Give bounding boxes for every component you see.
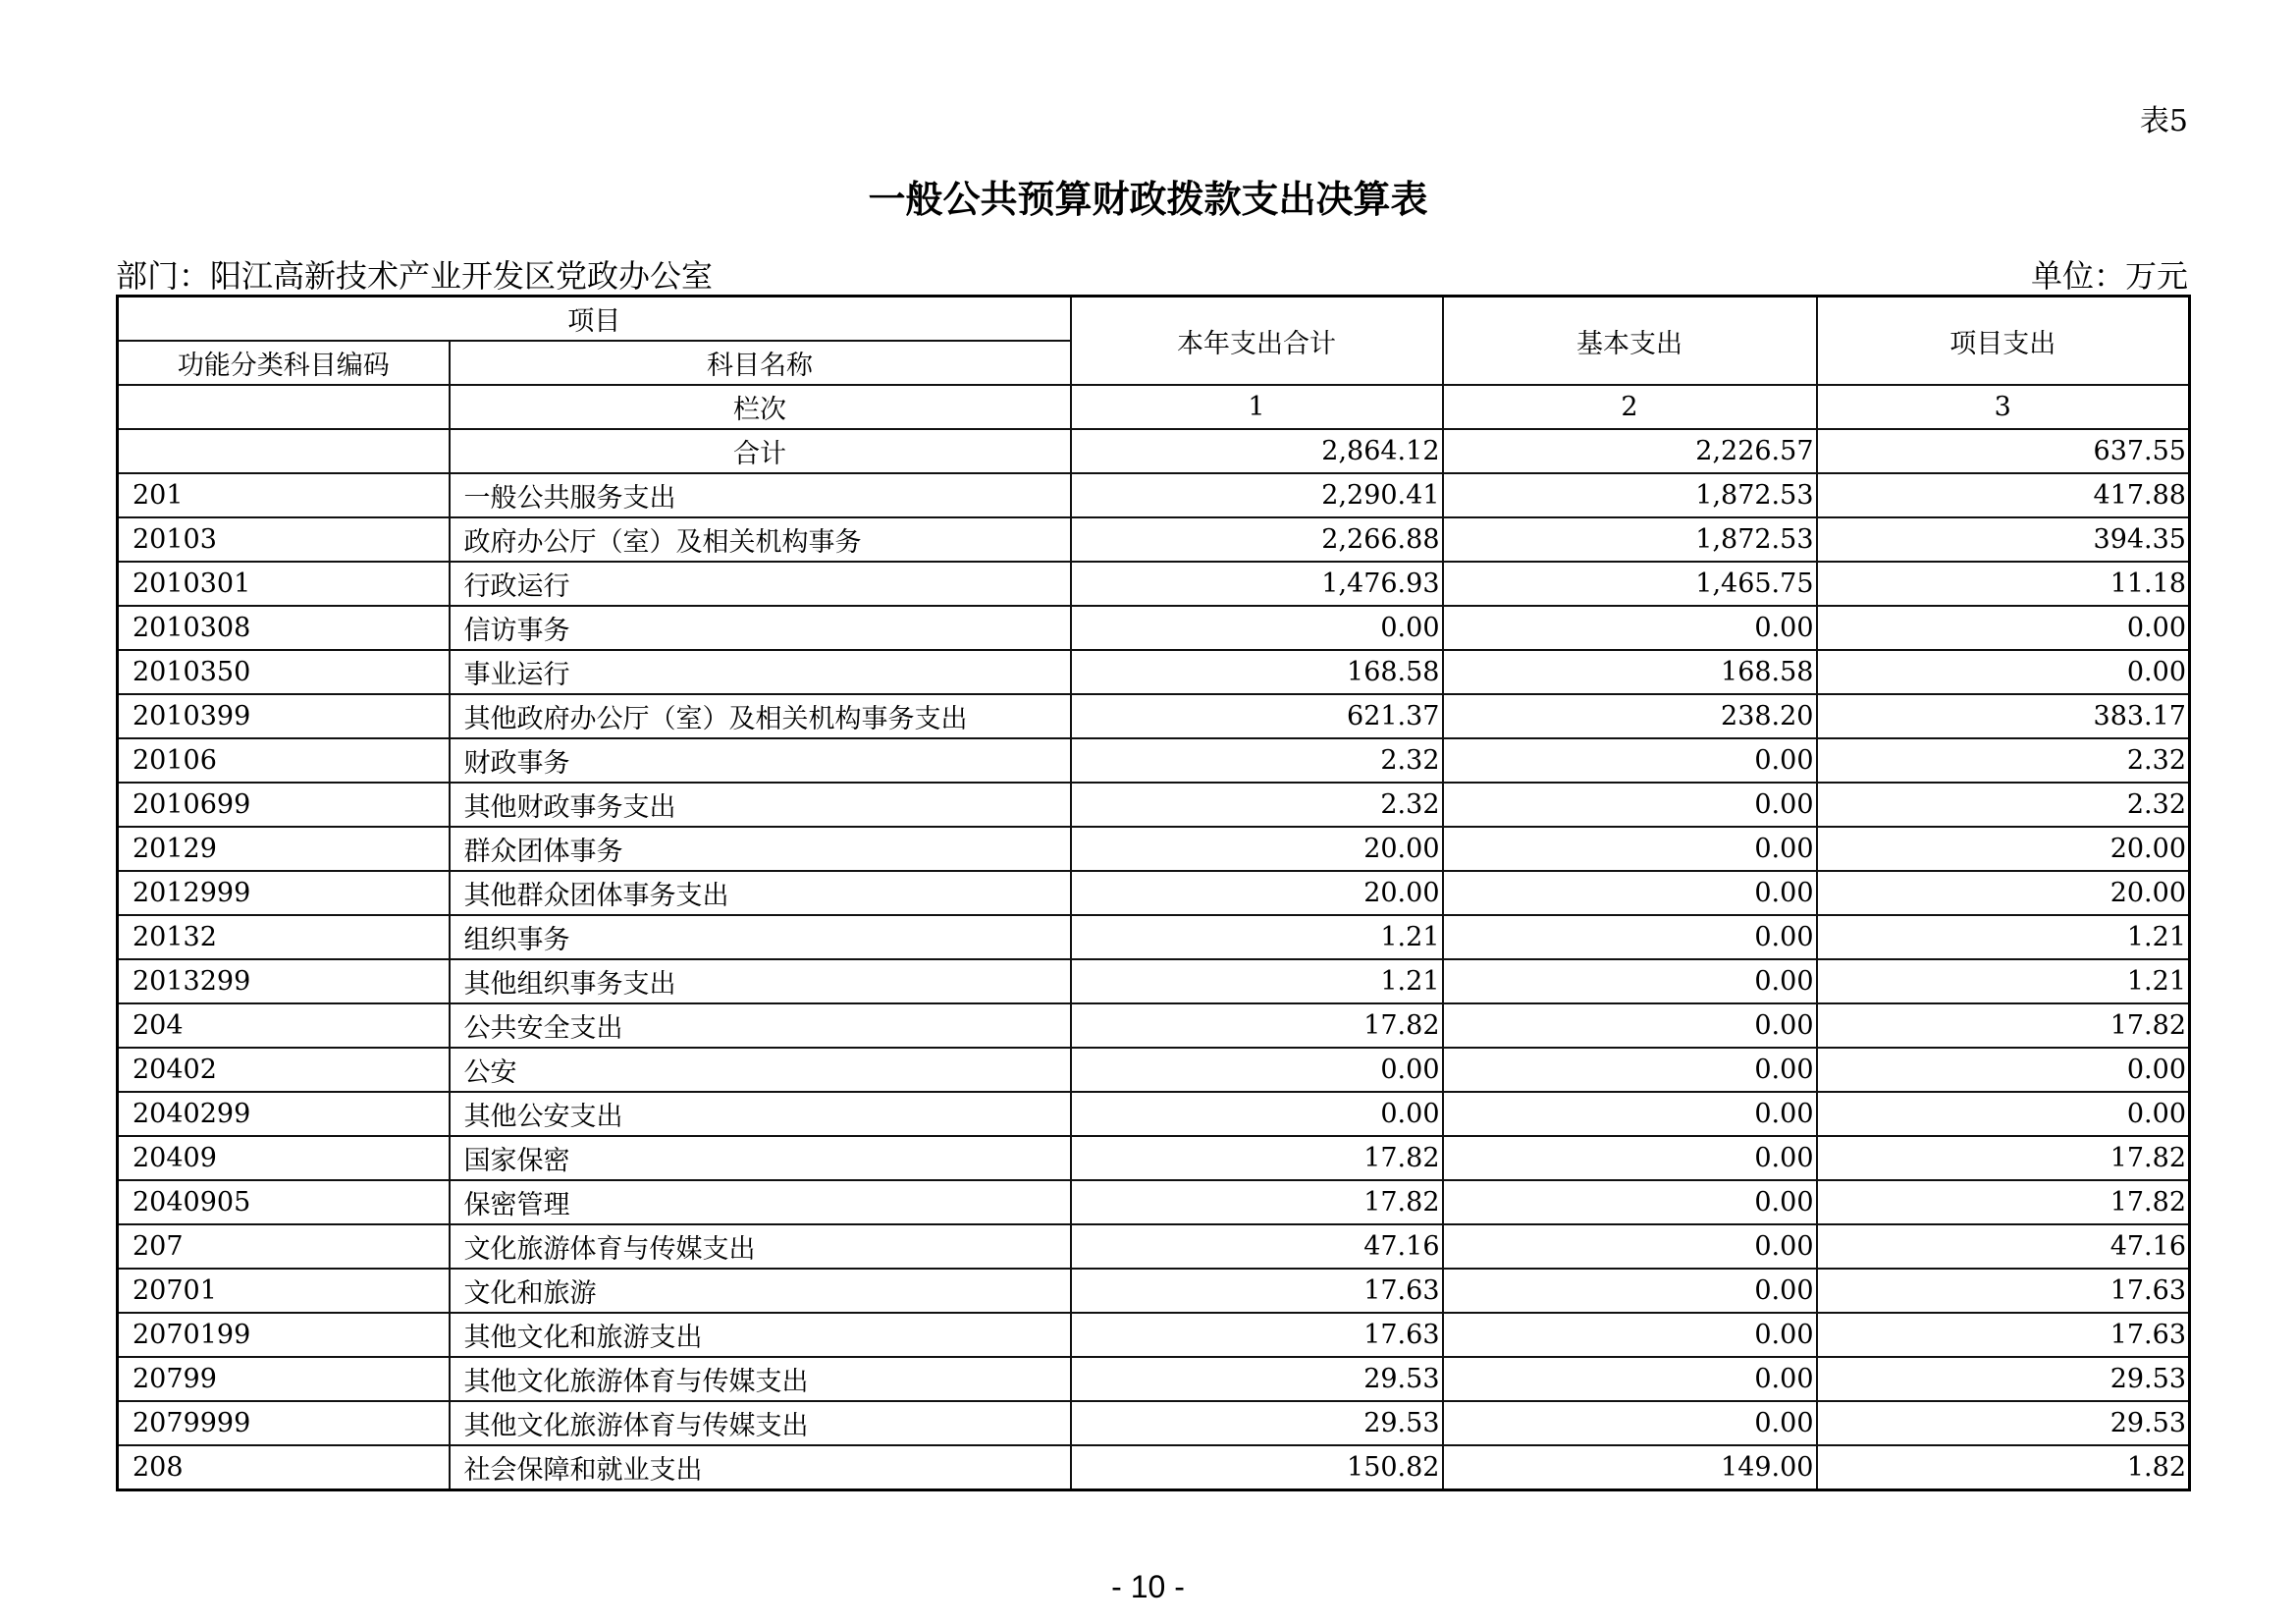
empty-cell xyxy=(118,385,450,429)
row-project: 20.00 xyxy=(1817,871,2190,915)
row-total: 1.21 xyxy=(1071,915,1443,959)
row-name: 组织事务 xyxy=(450,915,1071,959)
row-project: 1.21 xyxy=(1817,959,2190,1003)
column-index-1: 1 xyxy=(1071,385,1443,429)
row-total: 17.82 xyxy=(1071,1136,1443,1180)
row-code: 2010308 xyxy=(118,606,450,650)
row-name: 国家保密 xyxy=(450,1136,1071,1180)
summary-row xyxy=(118,429,2190,473)
row-total: 47.16 xyxy=(1071,1224,1443,1269)
row-total: 621.37 xyxy=(1071,694,1443,738)
summary-label: 合计 xyxy=(450,429,1071,473)
table-row xyxy=(118,915,2190,959)
row-basic: 0.00 xyxy=(1443,783,1817,827)
row-project: 17.63 xyxy=(1817,1269,2190,1313)
table-row xyxy=(118,1445,2190,1490)
summary-basic: 2,226.57 xyxy=(1443,429,1817,473)
row-project: 0.00 xyxy=(1817,606,2190,650)
row-total: 17.82 xyxy=(1071,1003,1443,1048)
row-name: 社会保障和就业支出 xyxy=(450,1445,1071,1490)
row-project: 1.82 xyxy=(1817,1445,2190,1490)
table-row xyxy=(118,650,2190,694)
row-name: 行政运行 xyxy=(450,562,1071,606)
row-project: 11.18 xyxy=(1817,562,2190,606)
row-total: 17.63 xyxy=(1071,1313,1443,1357)
row-total: 20.00 xyxy=(1071,871,1443,915)
row-code: 2070199 xyxy=(118,1313,450,1357)
row-total: 2.32 xyxy=(1071,783,1443,827)
row-name: 财政事务 xyxy=(450,738,1071,783)
row-code: 20701 xyxy=(118,1269,450,1313)
row-basic: 0.00 xyxy=(1443,1048,1817,1092)
row-total: 150.82 xyxy=(1071,1445,1443,1490)
expenditure-table xyxy=(116,295,2191,1491)
row-total: 2.32 xyxy=(1071,738,1443,783)
table-row xyxy=(118,606,2190,650)
row-name: 其他文化和旅游支出 xyxy=(450,1313,1071,1357)
row-code: 201 xyxy=(118,473,450,517)
table-row xyxy=(118,562,2190,606)
row-basic: 1,872.53 xyxy=(1443,473,1817,517)
row-code: 208 xyxy=(118,1445,450,1490)
table-row xyxy=(118,1136,2190,1180)
row-project: 20.00 xyxy=(1817,827,2190,871)
row-project: 0.00 xyxy=(1817,1092,2190,1136)
row-project: 1.21 xyxy=(1817,915,2190,959)
row-total: 20.00 xyxy=(1071,827,1443,871)
row-code: 2079999 xyxy=(118,1401,450,1445)
row-name: 公安 xyxy=(450,1048,1071,1092)
department-label: 部门：阳江高新技术产业开发区党政办公室 xyxy=(116,257,714,295)
meta-row xyxy=(116,251,2188,297)
row-name: 信访事务 xyxy=(450,606,1071,650)
row-total: 17.82 xyxy=(1071,1180,1443,1224)
row-code: 2010399 xyxy=(118,694,450,738)
row-name: 政府办公厅（室）及相关机构事务 xyxy=(450,517,1071,562)
summary-total: 2,864.12 xyxy=(1071,429,1443,473)
row-name: 文化和旅游 xyxy=(450,1269,1071,1313)
row-basic: 0.00 xyxy=(1443,1003,1817,1048)
row-name: 其他公安支出 xyxy=(450,1092,1071,1136)
row-name: 其他财政事务支出 xyxy=(450,783,1071,827)
row-total: 0.00 xyxy=(1071,1092,1443,1136)
table-row xyxy=(118,1401,2190,1445)
column-index-2: 2 xyxy=(1443,385,1817,429)
row-project: 0.00 xyxy=(1817,650,2190,694)
row-project: 17.82 xyxy=(1817,1003,2190,1048)
table-row xyxy=(118,517,2190,562)
row-basic: 0.00 xyxy=(1443,1224,1817,1269)
row-name: 事业运行 xyxy=(450,650,1071,694)
row-basic: 0.00 xyxy=(1443,827,1817,871)
empty-cell xyxy=(118,429,450,473)
table-row xyxy=(118,959,2190,1003)
row-project: 17.82 xyxy=(1817,1136,2190,1180)
page-number: - 10 - xyxy=(1111,1569,1185,1604)
table-row xyxy=(118,1092,2190,1136)
row-project: 2.32 xyxy=(1817,738,2190,783)
table-row xyxy=(118,827,2190,871)
row-total: 2,266.88 xyxy=(1071,517,1443,562)
row-project: 29.53 xyxy=(1817,1401,2190,1445)
row-code: 2010350 xyxy=(118,650,450,694)
table-row xyxy=(118,1224,2190,1269)
row-code: 20106 xyxy=(118,738,450,783)
header-total: 本年支出合计 xyxy=(1071,297,1443,386)
row-name: 群众团体事务 xyxy=(450,827,1071,871)
row-project: 417.88 xyxy=(1817,473,2190,517)
row-total: 1.21 xyxy=(1071,959,1443,1003)
row-total: 1,476.93 xyxy=(1071,562,1443,606)
row-basic: 168.58 xyxy=(1443,650,1817,694)
row-basic: 0.00 xyxy=(1443,1401,1817,1445)
table-row xyxy=(118,871,2190,915)
row-basic: 238.20 xyxy=(1443,694,1817,738)
row-name: 其他政府办公厅（室）及相关机构事务支出 xyxy=(450,694,1071,738)
table-row xyxy=(118,1269,2190,1313)
table-row xyxy=(118,694,2190,738)
row-code: 2010699 xyxy=(118,783,450,827)
row-total: 0.00 xyxy=(1071,606,1443,650)
row-code: 204 xyxy=(118,1003,450,1048)
row-name: 文化旅游体育与传媒支出 xyxy=(450,1224,1071,1269)
row-basic: 0.00 xyxy=(1443,1180,1817,1224)
header-name: 科目名称 xyxy=(450,341,1071,385)
row-total: 29.53 xyxy=(1071,1401,1443,1445)
header-basic: 基本支出 xyxy=(1443,297,1817,386)
column-label: 栏次 xyxy=(450,385,1071,429)
row-basic: 0.00 xyxy=(1443,1092,1817,1136)
row-name: 一般公共服务支出 xyxy=(450,473,1071,517)
table-row xyxy=(118,738,2190,783)
header-project: 项目 xyxy=(118,297,1071,342)
row-basic: 0.00 xyxy=(1443,1269,1817,1313)
row-code: 20799 xyxy=(118,1357,450,1401)
table-row xyxy=(118,473,2190,517)
row-project: 394.35 xyxy=(1817,517,2190,562)
row-code: 2040299 xyxy=(118,1092,450,1136)
row-basic: 149.00 xyxy=(1443,1445,1817,1490)
row-total: 17.63 xyxy=(1071,1269,1443,1313)
row-basic: 0.00 xyxy=(1443,738,1817,783)
row-basic: 0.00 xyxy=(1443,606,1817,650)
row-code: 20103 xyxy=(118,517,450,562)
page-title: 一般公共预算财政拨款支出决算表 xyxy=(868,178,1428,221)
row-basic: 0.00 xyxy=(1443,915,1817,959)
row-code: 207 xyxy=(118,1224,450,1269)
row-project: 2.32 xyxy=(1817,783,2190,827)
header-project-expense: 项目支出 xyxy=(1817,297,2190,386)
row-code: 20409 xyxy=(118,1136,450,1180)
table-row xyxy=(118,1357,2190,1401)
row-project: 383.17 xyxy=(1817,694,2190,738)
row-project: 29.53 xyxy=(1817,1357,2190,1401)
table-row xyxy=(118,1048,2190,1092)
table-row xyxy=(118,1313,2190,1357)
row-code: 20402 xyxy=(118,1048,450,1092)
row-name: 其他群众团体事务支出 xyxy=(450,871,1071,915)
unit-label: 单位：万元 xyxy=(2030,257,2188,295)
row-project: 17.63 xyxy=(1817,1313,2190,1357)
row-project: 47.16 xyxy=(1817,1224,2190,1269)
row-total: 168.58 xyxy=(1071,650,1443,694)
row-project: 0.00 xyxy=(1817,1048,2190,1092)
row-basic: 0.00 xyxy=(1443,871,1817,915)
row-project: 17.82 xyxy=(1817,1180,2190,1224)
summary-project: 637.55 xyxy=(1817,429,2190,473)
column-index-row xyxy=(118,385,2190,429)
row-code: 2040905 xyxy=(118,1180,450,1224)
header-row-1 xyxy=(118,297,2190,342)
row-total: 2,290.41 xyxy=(1071,473,1443,517)
table-number: 表5 xyxy=(2139,104,2188,138)
row-code: 20132 xyxy=(118,915,450,959)
row-basic: 0.00 xyxy=(1443,1357,1817,1401)
row-code: 2013299 xyxy=(118,959,450,1003)
row-code: 20129 xyxy=(118,827,450,871)
table-row xyxy=(118,783,2190,827)
row-name: 保密管理 xyxy=(450,1180,1071,1224)
column-index-3: 3 xyxy=(1817,385,2190,429)
row-name: 公共安全支出 xyxy=(450,1003,1071,1048)
row-name: 其他组织事务支出 xyxy=(450,959,1071,1003)
row-name: 其他文化旅游体育与传媒支出 xyxy=(450,1357,1071,1401)
row-basic: 1,872.53 xyxy=(1443,517,1817,562)
row-basic: 0.00 xyxy=(1443,959,1817,1003)
row-basic: 0.00 xyxy=(1443,1136,1817,1180)
table-row xyxy=(118,1003,2190,1048)
row-basic: 0.00 xyxy=(1443,1313,1817,1357)
row-total: 29.53 xyxy=(1071,1357,1443,1401)
header-code: 功能分类科目编码 xyxy=(118,341,450,385)
row-name: 其他文化旅游体育与传媒支出 xyxy=(450,1401,1071,1445)
row-code: 2010301 xyxy=(118,562,450,606)
row-total: 0.00 xyxy=(1071,1048,1443,1092)
row-basic: 1,465.75 xyxy=(1443,562,1817,606)
table-row xyxy=(118,1180,2190,1224)
row-code: 2012999 xyxy=(118,871,450,915)
